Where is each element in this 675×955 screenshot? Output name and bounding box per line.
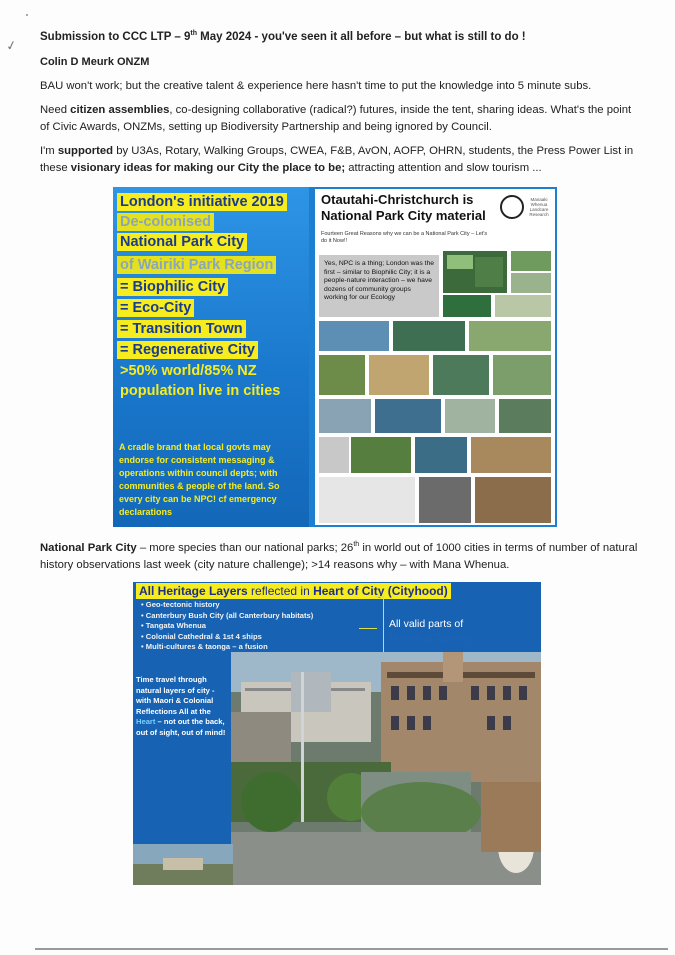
list-item: • Canterbury Bush City (all Canterbury habitats): [141, 611, 313, 622]
handwritten-tick-mark: ✓: [4, 37, 19, 54]
slide1-line-london: London's initiative 2019: [117, 193, 287, 211]
list-item: • Geo-tectonic history: [141, 600, 313, 611]
slide1-right-subtitle: Fourteen Great Reasons why we can be a National Park City – Let's do it Now!!: [321, 231, 488, 244]
heritage-layers-slide: [133, 582, 541, 885]
list-item: • Tangata Whenua: [141, 621, 313, 632]
national-park-city-slide: [113, 187, 557, 527]
author-name: Colin D Meurk ONZM: [40, 56, 150, 68]
slide1-line-world: >50% world/85% NZ: [120, 363, 257, 379]
slide1-line-population: population live in cities: [120, 383, 281, 399]
landscape-thumbnail: [133, 844, 233, 885]
slide1-line-biophilic: = Biophilic City: [117, 278, 228, 296]
heritage-list: [141, 600, 313, 653]
slide1-cradle-brand-text: A cradle brand that local govts may endorse for consistent messaging & operations within council depts; with communities & people of the land. So every city can be NPC! cf emergency declarations: [119, 442, 280, 517]
slide1-line-npc: National Park City: [117, 233, 247, 251]
city-photo: [231, 652, 541, 885]
scan-speck: [26, 14, 28, 16]
slide1-left-panel: [113, 187, 309, 527]
slide1-right-panel: [315, 189, 555, 525]
time-travel-text: Time travel through natural layers of city - with Maori & Colonial Reflections All at the Heart – not out the back, out of sight, out of mind!: [136, 675, 226, 737]
list-item: • Colonial Cathedral & 1st 4 ships: [141, 632, 313, 643]
paragraph-supporters: I'm supported by U3As, Rotary, Walking Groups, CWEA, F&B, AvON, AOFP, OHRN, students, the Press Power List in these visionary ideas for making our City the place to be; attracting attention and slow tourism ...: [40, 145, 634, 174]
slide1-line-ecocity: = Eco-City: [117, 299, 194, 317]
paragraph-citizen-assemblies: Need citizen assemblies, co-designing collaborative (radical?) futures, inside the tent, sharing ideas. What's the point of Civic Awards, ONZMs, setting up Biodiversity Partnership and being ignored by Council.: [40, 104, 632, 133]
npc-info-text: Yes, NPC is a thing; London was the first – similar to Biophilic City; it is a people-nature interaction – we have dozens of community groups working for our Ecology: [324, 260, 435, 301]
photo-collage: [315, 189, 555, 525]
landcare-logo: Manaaki Whenua Landcare Research: [529, 197, 549, 217]
slide1-right-title: Otautahi-Christchurch is National Park City material: [321, 192, 486, 223]
slide2-title: All Heritage Layers reflected in Heart of City (Cityhood): [136, 583, 451, 599]
historical-tapestry-text: Historical Tapestry: [389, 632, 475, 644]
slide1-line-regenerative: = Regenerative City: [117, 341, 258, 359]
slide1-line-transition: = Transition Town: [117, 320, 246, 338]
slide1-line-wairiki: of Wairiki Park Region: [117, 256, 276, 274]
list-item: • Multi-cultures & taonga – a fusion: [141, 642, 313, 653]
valid-parts-text: All valid parts of: [389, 618, 464, 630]
paragraph-national-park-city: National Park City – more species than our national parks; 26th in world out of 1000 cities in terms of number of natural history observations last week (city nature challenge); >14 reasons why – with Mana Whenua.: [40, 541, 638, 571]
page-bottom-rule: [35, 948, 668, 950]
paragraph-bau: BAU won't work; but the creative talent & experience here hasn't time to put the knowledge into 5 minute subs.: [40, 80, 592, 92]
document-title: Submission to CCC LTP – 9th May 2024 - you've seen it all before – but what is still to do !: [40, 30, 526, 43]
slide1-line-decolonised: De-colonised: [117, 213, 214, 231]
